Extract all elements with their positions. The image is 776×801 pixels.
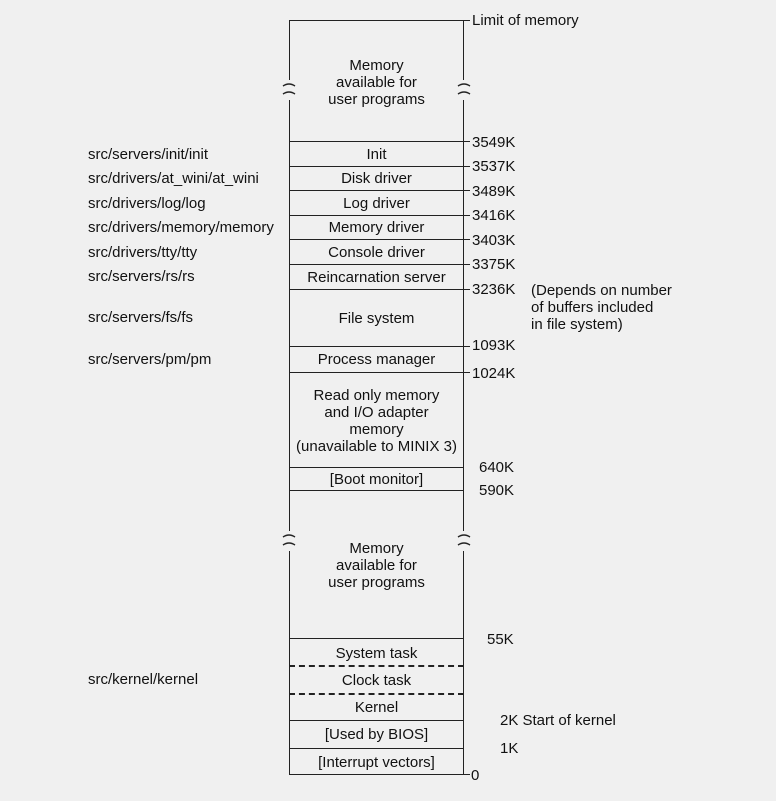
path-init: src/servers/init/init bbox=[88, 146, 209, 163]
address-1024k: 1024K bbox=[472, 365, 516, 382]
segment-line: Read only memory bbox=[313, 387, 440, 404]
tick-3416k bbox=[464, 215, 470, 216]
tick-3403k bbox=[464, 239, 470, 240]
segment-line: Memory bbox=[349, 540, 404, 557]
segment-bios: [Used by BIOS] bbox=[324, 726, 429, 743]
path-process-manager: src/servers/pm/pm bbox=[88, 351, 212, 368]
address-2k-start-of-kernel: 2K Start of kernel bbox=[500, 712, 616, 729]
note-line: of buffers included bbox=[531, 299, 654, 316]
address-640k: 640K bbox=[479, 459, 515, 476]
segment-user-programs-top bbox=[289, 55, 464, 110]
segment-reincarnation-server: Reincarnation server bbox=[307, 268, 446, 286]
segment-init: Init bbox=[366, 145, 387, 163]
segment-line: available for bbox=[336, 557, 417, 574]
segment-line: user programs bbox=[328, 91, 425, 108]
note-line: (Depends on number bbox=[531, 282, 672, 299]
path-reincarnation-server: src/servers/rs/rs bbox=[88, 268, 195, 285]
segment-line: (unavailable to MINIX 3) bbox=[296, 438, 457, 455]
segment-memory-driver: Memory driver bbox=[328, 219, 425, 236]
divider-1024k bbox=[289, 372, 464, 373]
segment-file-system: File system bbox=[338, 309, 415, 327]
tick-limit bbox=[464, 20, 470, 21]
path-disk-driver: src/drivers/at_wini/at_wini bbox=[88, 170, 259, 187]
tick-3537k bbox=[464, 166, 470, 167]
segment-line: and I/O adapter bbox=[324, 404, 429, 421]
tick-1024k bbox=[464, 372, 470, 373]
path-file-system: src/servers/fs/fs bbox=[88, 309, 194, 326]
segment-user-programs-bottom bbox=[289, 538, 464, 593]
segment-interrupt-vectors: [Interrupt vectors] bbox=[318, 753, 435, 771]
segment-process-manager: Process manager bbox=[317, 351, 436, 368]
segment-kernel: Kernel bbox=[354, 699, 399, 716]
tick-1093k bbox=[464, 346, 470, 347]
segment-disk-driver: Disk driver bbox=[341, 170, 412, 187]
path-memory-driver: src/drivers/memory/memory bbox=[88, 219, 274, 236]
address-1k: 1K bbox=[500, 740, 519, 757]
address-3236k: 3236K bbox=[472, 281, 516, 298]
address-3403k: 3403K bbox=[472, 232, 516, 249]
segment-system-task: System task bbox=[335, 644, 418, 662]
segment-rom bbox=[289, 385, 464, 457]
address-3416k: 3416K bbox=[472, 207, 516, 224]
address-3375k: 3375K bbox=[472, 256, 516, 273]
path-tty-driver: src/drivers/tty/tty bbox=[88, 244, 198, 261]
address-1093k: 1093K bbox=[472, 337, 516, 354]
segment-clock-task: Clock task bbox=[341, 671, 412, 689]
divider-590k bbox=[289, 490, 464, 491]
path-log-driver: src/drivers/log/log bbox=[88, 195, 206, 212]
tick-zero bbox=[464, 774, 470, 775]
segment-console-driver: Console driver bbox=[328, 243, 425, 261]
note-line: in file system) bbox=[531, 316, 623, 333]
address-3489k: 3489K bbox=[472, 183, 516, 200]
address-55k: 55K bbox=[487, 631, 514, 648]
segment-line: user programs bbox=[328, 574, 425, 591]
path-kernel: src/kernel/kernel bbox=[88, 671, 199, 688]
segment-line: memory bbox=[349, 421, 404, 438]
divider-55k bbox=[289, 638, 464, 639]
tick-3549k bbox=[464, 141, 470, 142]
tick-3375k bbox=[464, 264, 470, 265]
tick-3236k bbox=[464, 289, 470, 290]
tick-3489k bbox=[464, 190, 470, 191]
address-3549k: 3549K bbox=[472, 134, 516, 151]
address-3537k: 3537K bbox=[472, 158, 516, 175]
segment-boot-monitor: [Boot monitor] bbox=[329, 470, 424, 488]
segment-line: available for bbox=[336, 74, 417, 91]
segment-line: Memory bbox=[349, 57, 404, 74]
address-590k: 590K bbox=[479, 482, 515, 499]
address-limit: Limit of memory bbox=[472, 12, 579, 29]
file-system-size-note bbox=[531, 282, 672, 333]
segment-log-driver: Log driver bbox=[343, 194, 410, 212]
address-zero: 0 bbox=[471, 767, 480, 784]
